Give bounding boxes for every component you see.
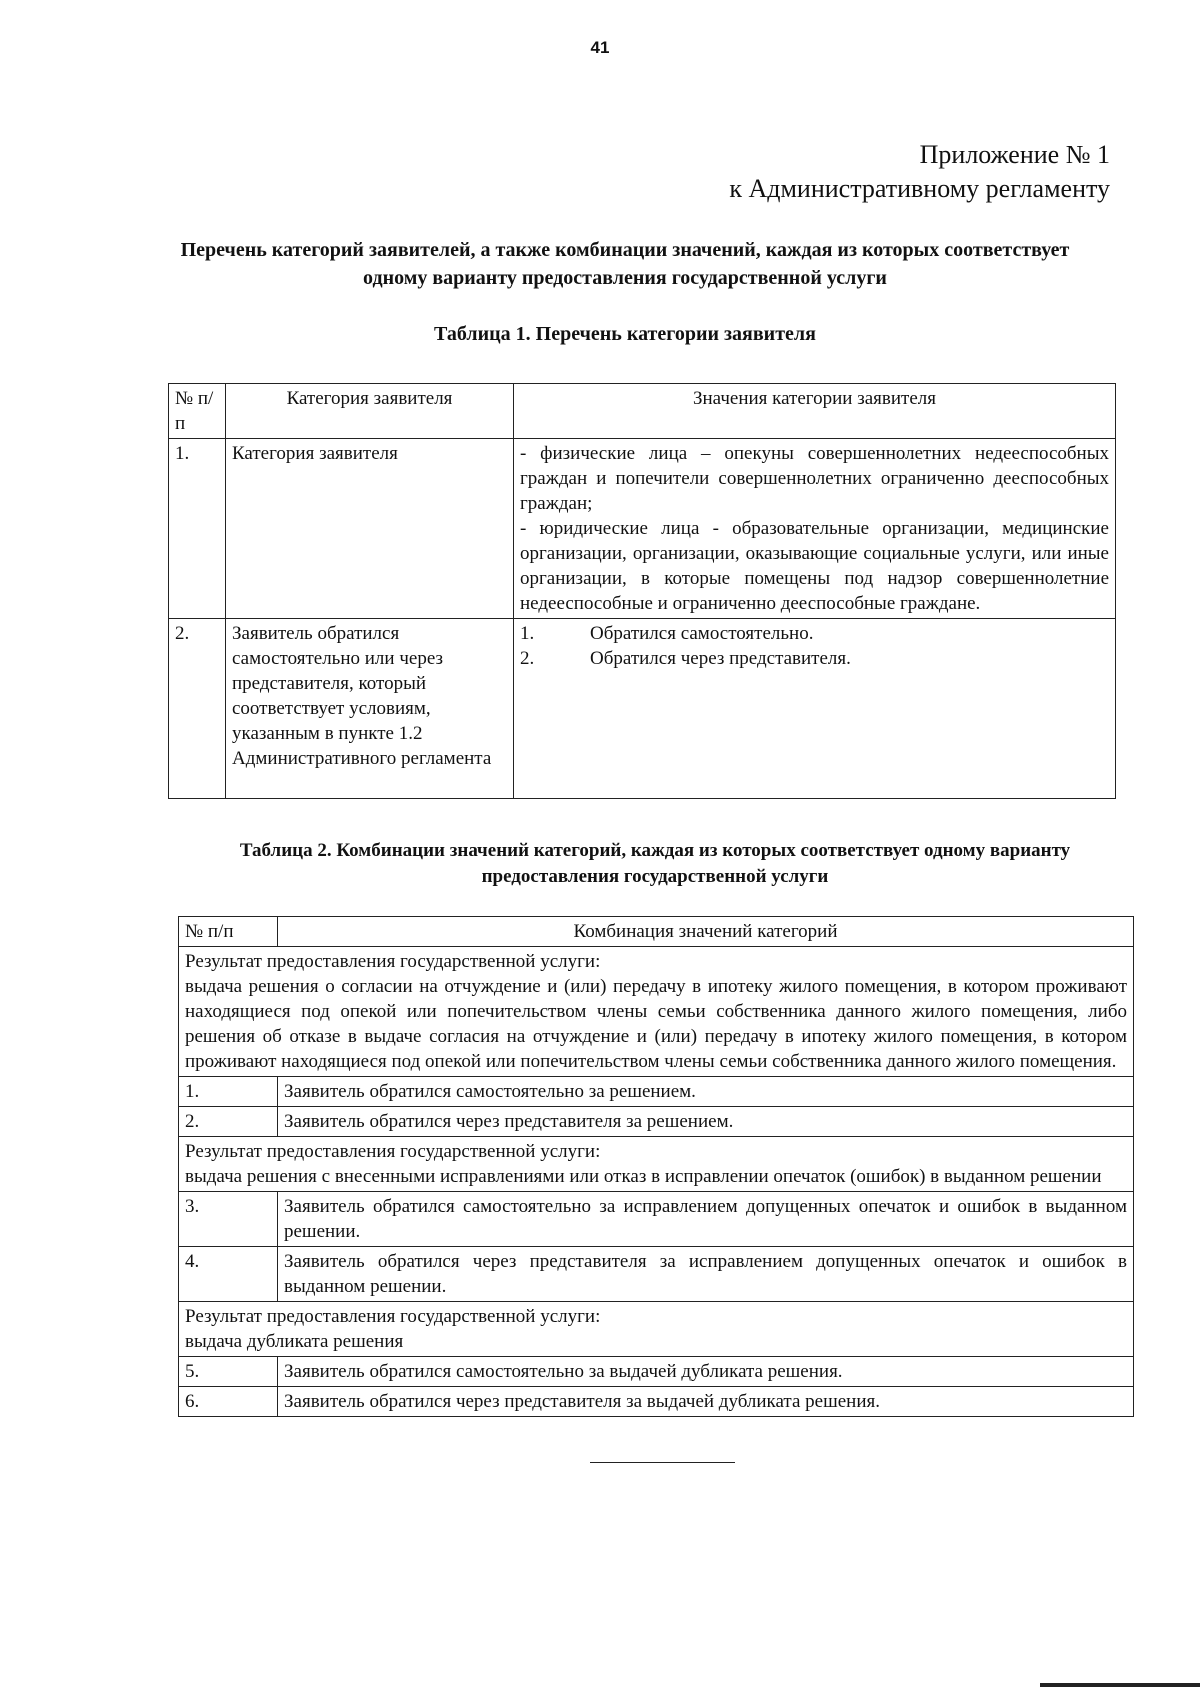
column-header-values: Значения категории заявителя xyxy=(514,384,1116,439)
table-row xyxy=(179,1247,1134,1302)
value-item: - физические лица – опекуны совершеннолетних недееспособных граждан и попечители совершеннолетних ограниченно дееспособных граждан; xyxy=(520,443,1109,514)
table-header-row xyxy=(179,917,1134,947)
result-description xyxy=(179,1302,1134,1357)
row-number: 3. xyxy=(179,1192,278,1247)
row-number: 4. xyxy=(179,1247,278,1302)
table2-caption: Таблица 2. Комбинации значений категорий, каждая из которых соответствует одному варианту предоставления государственной услуги xyxy=(239,840,1071,887)
value-item: - юридические лица - образовательные организации, медицинские организации, организации, оказывающие социальные услуги, или иные организации, в которые помещены под надзор совершеннолетние недееспособные и ограниченно дееспособные граждане. xyxy=(520,518,1109,614)
option-number: 1. xyxy=(520,623,535,644)
result-row xyxy=(179,947,1134,1077)
result-text: выдача решения о согласии на отчуждение и (или) передачу в ипотеку жилого помещения, в котором проживают находящиеся под опекой или попечительством члены семьи собственника данного жилого помещения, либо решения об отказе в выдаче согласия на отчуждение и (или) передачу в ипотеку жилого помещения, в котором проживают находящиеся под опекой или попечительством члены семьи собственника данного жилого помещения. xyxy=(185,976,1127,1072)
applicant-categories-table xyxy=(168,383,1116,799)
table-row xyxy=(179,1077,1134,1107)
row-values xyxy=(514,619,1116,799)
table1-caption: Таблица 1. Перечень категории заявителя xyxy=(434,323,816,345)
scan-edge-line xyxy=(1040,1683,1200,1687)
row-combination: Заявитель обратился через представителя за решением. xyxy=(278,1107,1134,1137)
appendix-subtitle: к Административному регламенту xyxy=(729,174,1110,203)
row-category: Заявитель обратился самостоятельно или через представителя, который соответствует условиям, указанным в пункте 1.2 Административного регламента xyxy=(226,619,514,799)
end-divider xyxy=(590,1462,735,1463)
row-number: 2. xyxy=(179,1107,278,1137)
result-row xyxy=(179,1137,1134,1192)
table-row xyxy=(169,619,1116,799)
column-header-category: Категория заявителя xyxy=(226,384,514,439)
option-item xyxy=(520,646,1109,671)
row-combination: Заявитель обратился через представителя за исправлением допущенных опечаток и ошибок в выданном решении. xyxy=(278,1247,1134,1302)
column-header-number: № п/п xyxy=(169,384,226,439)
row-number: 2. xyxy=(169,619,226,799)
result-label: Результат предоставления государственной услуги: xyxy=(185,1306,601,1327)
row-combination: Заявитель обратился самостоятельно за выдачей дубликата решения. xyxy=(278,1357,1134,1387)
result-label: Результат предоставления государственной услуги: xyxy=(185,1141,601,1162)
row-number: 6. xyxy=(179,1387,278,1417)
category-combinations-table xyxy=(178,916,1134,1417)
table-row xyxy=(179,1192,1134,1247)
column-header-combination: Комбинация значений категорий xyxy=(278,917,1134,947)
table-row xyxy=(179,1357,1134,1387)
column-header-number: № п/п xyxy=(179,917,278,947)
table-header-row xyxy=(169,384,1116,439)
result-text: выдача решения с внесенными исправлениями или отказ в исправлении опечаток (ошибок) в выданном решении xyxy=(185,1166,1102,1187)
page-number: 41 xyxy=(590,38,610,57)
option-item xyxy=(520,621,1109,646)
row-category: Категория заявителя xyxy=(226,439,514,619)
result-text: выдача дубликата решения xyxy=(185,1331,404,1352)
result-row xyxy=(179,1302,1134,1357)
option-text: Обратился самостоятельно. xyxy=(590,623,814,644)
option-number: 2. xyxy=(520,648,535,669)
row-combination: Заявитель обратился самостоятельно за решением. xyxy=(278,1077,1134,1107)
table-row xyxy=(179,1387,1134,1417)
table-row xyxy=(169,439,1116,619)
row-number: 1. xyxy=(169,439,226,619)
result-description xyxy=(179,947,1134,1077)
row-combination: Заявитель обратился через представителя за выдачей дубликата решения. xyxy=(278,1387,1134,1417)
result-description xyxy=(179,1137,1134,1192)
row-number: 5. xyxy=(179,1357,278,1387)
document-title: Перечень категорий заявителей, а также комбинации значений, каждая из которых соответствует одному варианту предоставления государственной услуги xyxy=(180,239,1070,289)
row-number: 1. xyxy=(179,1077,278,1107)
row-combination: Заявитель обратился самостоятельно за исправлением допущенных опечаток и ошибок в выданном решении. xyxy=(278,1192,1134,1247)
table-row xyxy=(179,1107,1134,1137)
result-label: Результат предоставления государственной услуги: xyxy=(185,951,601,972)
appendix-title: Приложение № 1 xyxy=(919,140,1110,169)
row-values xyxy=(514,439,1116,619)
option-text: Обратился через представителя. xyxy=(590,648,851,669)
